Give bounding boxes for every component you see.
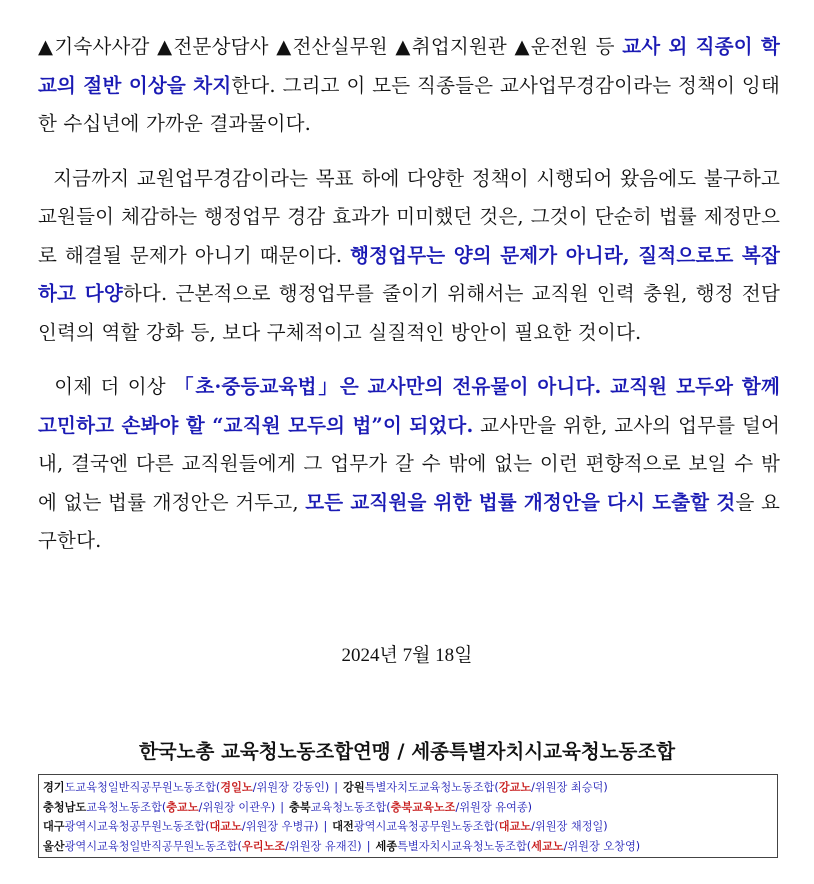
statement-date: 2024년 7월 18일	[341, 645, 473, 666]
union-region: 대전	[332, 820, 354, 833]
union-name: 광역시교육청일반직공무원노동조합(	[64, 839, 242, 853]
union-region: 충청남도	[43, 800, 87, 814]
segment: 을 요구한다.	[38, 490, 780, 552]
union-abbr: 강교노	[498, 781, 532, 794]
union-leader: /위원장 채정일)	[531, 820, 608, 833]
union-name: 광역시교육청공무원노동조합(	[353, 820, 499, 833]
union-leader: /위원장 이관우)	[198, 800, 276, 814]
union-leader: /위원장 우병규)	[241, 820, 319, 833]
segment: 한다. 그리고 이 모든 직종들은 교사업무경감이라는 정책이 잉태한 수십년에 가까운 결과물이다.	[38, 73, 780, 135]
union-name: 교육청노동조합(	[86, 800, 167, 814]
union-region: 충북	[289, 800, 311, 814]
union-region: 대구	[43, 820, 65, 833]
segment: 이제 더 이상	[38, 375, 174, 398]
union-abbr: 충교노	[166, 800, 199, 814]
union-abbr: 세교노	[531, 839, 564, 853]
union-name: 교육청노동조합(	[310, 800, 391, 814]
union-abbr: 대교노	[498, 820, 532, 833]
union-region: 울산	[43, 839, 65, 853]
union-row	[43, 798, 773, 818]
highlight-segment: 교사 외 직종이 학교의 절반 이상을 차지	[38, 35, 780, 97]
union-name: 특별자치도교육청노동조합(	[364, 781, 499, 794]
union-leader: /위원장 유재진)	[285, 839, 362, 853]
union-row	[43, 778, 773, 798]
union-leader: /위원장 최승덕)	[531, 781, 608, 794]
segment: ▲기숙사사감 ▲전문상담사 ▲전산실무원 ▲취업지원관 ▲운전원 등	[38, 35, 623, 58]
paragraph-1	[38, 28, 780, 144]
union-leader: /위원장 유여종)	[455, 800, 533, 814]
union-name: 광역시교육청공무원노동조합(	[64, 820, 210, 833]
separator: |	[280, 800, 284, 814]
separator: |	[366, 839, 371, 853]
separator: |	[323, 820, 328, 833]
statement-body	[38, 28, 780, 577]
segment: 교사만을 위한, 교사의 업무를 덜어내, 결국엔 다른 교직원들에게 그 업무가 갈 수 밖에 없는 이런 편향적으로 보일 수 밖에 없는 법률 개정안은 거두고,	[38, 413, 780, 514]
separator: |	[334, 781, 339, 794]
union-row	[43, 817, 773, 837]
signer-line: 한국노총 교육청노동조합연맹 / 세종특별자치시교육청노동조합	[138, 740, 676, 763]
segment: 하다. 근본적으로 행정업무를 줄이기 위해서는 교직원 인력 충원, 행정 전담 인력의 역할 강화 등, 보다 구체적이고 실질적인 방안이 필요한 것이다.	[38, 282, 780, 344]
paragraph-3	[38, 368, 780, 561]
union-row	[43, 837, 773, 857]
union-abbr: 대교노	[209, 820, 242, 833]
union-region: 세종	[375, 839, 398, 853]
segment: 지금까지 교원업무경감이라는 목표 하에 다양한 정책이 시행되어 왔음에도 불구하고 교원들이 체감하는 행정업무 경감 효과가 미미했던 것은, 그것이 단순히 법률 제정만으로 해결될 문제가 아니기 때문이다.	[38, 166, 780, 267]
union-region: 강원	[343, 781, 365, 794]
union-abbr: 우리노조	[241, 839, 286, 853]
union-abbr: 충북교육노조	[390, 800, 456, 814]
union-region: 경기	[43, 781, 65, 794]
highlight-segment: 행정업무는 양의 문제가 아니라, 질적으로도 복잡하고 다양	[38, 243, 780, 305]
union-name: 도교육청일반직공무원노동조합(	[64, 781, 221, 794]
union-leader: /위원장 오창영)	[563, 839, 641, 853]
paragraph-2	[38, 160, 780, 353]
union-name: 특별자치시교육청노동조합(	[397, 839, 532, 853]
union-leader: /위원장 강동인)	[252, 781, 330, 794]
union-list	[38, 774, 778, 858]
union-abbr: 경일노	[220, 781, 253, 794]
highlight-segment: 모든 교직원을 위한 법률 개정안을 다시 도출할 것	[305, 490, 736, 514]
highlight-segment: 「초·중등교육법」은 교사만의 전유물이 아니다. 교직원 모두와 함께 고민하고 손봐야 할 “교직원 모두의 법”이 되었다.	[38, 375, 780, 437]
